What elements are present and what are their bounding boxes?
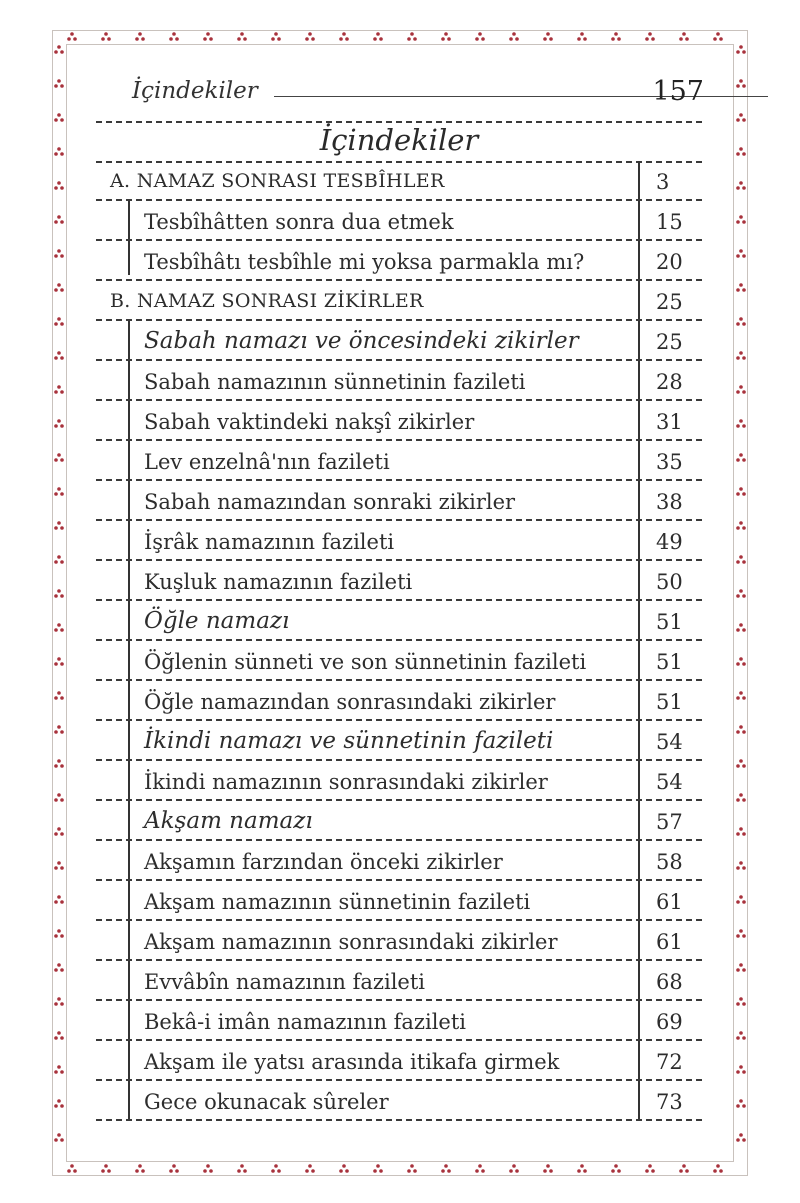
toc-entry bbox=[96, 801, 702, 841]
toc-entry-title: Akşamın farzından önceki zikirler bbox=[144, 850, 503, 874]
ornament-dot-cluster bbox=[237, 1164, 247, 1173]
ornament-dot-cluster bbox=[339, 32, 349, 41]
toc-title: İçindekiler bbox=[319, 123, 479, 157]
ornament-dot-cluster bbox=[54, 1031, 64, 1040]
ornament-dot-cluster bbox=[54, 521, 64, 530]
ornament-dot-cluster bbox=[237, 32, 247, 41]
ornament-dot-cluster bbox=[736, 589, 746, 598]
ornament-dot-cluster bbox=[305, 32, 315, 41]
table-of-contents bbox=[96, 121, 702, 1121]
ornament-dot-cluster bbox=[736, 181, 746, 190]
toc-entry-title: Tesbîhâtten sonra dua etmek bbox=[144, 210, 454, 234]
ornament-dot-cluster bbox=[54, 215, 64, 224]
ornament-dot-cluster bbox=[169, 1164, 179, 1173]
toc-entry-page: 25 bbox=[656, 290, 683, 314]
ornament-dot-cluster bbox=[54, 997, 64, 1006]
toc-entry-page: 57 bbox=[656, 810, 683, 834]
toc-entry-title: Akşam namazının sonrasındaki zikirler bbox=[144, 930, 558, 954]
ornament-dot-cluster bbox=[736, 691, 746, 700]
ornament-dot-cluster bbox=[736, 997, 746, 1006]
ornament-dot-cluster bbox=[54, 963, 64, 972]
toc-entry-page: 54 bbox=[656, 730, 683, 754]
toc-entry bbox=[96, 721, 702, 761]
ornament-dot-cluster bbox=[54, 419, 64, 428]
ornament-dot-cluster bbox=[736, 419, 746, 428]
toc-entry-page: 54 bbox=[656, 770, 683, 794]
toc-entry-page: 50 bbox=[656, 570, 683, 594]
ornament-dot-cluster bbox=[54, 1065, 64, 1074]
toc-entry-page: 51 bbox=[656, 650, 683, 674]
toc-entry bbox=[96, 161, 702, 201]
toc-entry-page: 15 bbox=[656, 210, 683, 234]
toc-entry-page: 35 bbox=[656, 450, 683, 474]
ornament-dot-cluster bbox=[736, 1133, 746, 1142]
toc-entry bbox=[96, 881, 702, 921]
ornament-dot-cluster bbox=[736, 45, 746, 54]
toc-entry-title: B. NAMAZ SONRASI ZİKİRLER bbox=[110, 290, 424, 312]
ornament-dot-cluster bbox=[543, 1164, 553, 1173]
toc-entry-title: İşrâk namazının fazileti bbox=[144, 530, 395, 554]
ornament-dot-cluster bbox=[54, 759, 64, 768]
ornament-dot-cluster bbox=[271, 1164, 281, 1173]
ornament-dot-cluster bbox=[736, 249, 746, 258]
toc-entry bbox=[96, 561, 702, 601]
ornament-dot-cluster bbox=[736, 283, 746, 292]
toc-entry bbox=[96, 321, 702, 361]
ornament-dot-cluster bbox=[54, 317, 64, 326]
toc-entry-page: 49 bbox=[656, 530, 683, 554]
toc-entry-page: 28 bbox=[656, 370, 683, 394]
ornament-dot-cluster bbox=[736, 113, 746, 122]
toc-entry-title: Kuşluk namazının fazileti bbox=[144, 570, 413, 594]
toc-entry-page: 38 bbox=[656, 490, 683, 514]
toc-entry bbox=[96, 481, 702, 521]
toc-entry bbox=[96, 761, 702, 801]
toc-entry-page: 3 bbox=[656, 170, 670, 194]
running-header bbox=[132, 74, 704, 114]
ornament-dot-cluster bbox=[54, 895, 64, 904]
ornament-dot-cluster bbox=[407, 1164, 417, 1173]
toc-entry bbox=[96, 961, 702, 1001]
toc-entry-title: Öğle namazı bbox=[144, 608, 290, 634]
ornament-dot-cluster bbox=[54, 147, 64, 156]
ornament-dot-cluster bbox=[736, 759, 746, 768]
ornament-dot-cluster bbox=[54, 1099, 64, 1108]
ornament-dot-cluster bbox=[736, 929, 746, 938]
ornament-dot-cluster bbox=[679, 32, 689, 41]
toc-entry-title: Akşam namazının sünnetinin fazileti bbox=[144, 890, 531, 914]
ornament-dot-cluster bbox=[736, 1031, 746, 1040]
ornament-dot-cluster bbox=[54, 487, 64, 496]
ornament-dot-cluster bbox=[169, 32, 179, 41]
ornament-dot-cluster bbox=[736, 1099, 746, 1108]
ornament-dot-cluster bbox=[101, 1164, 111, 1173]
toc-entry-title: Sabah namazının sünnetinin fazileti bbox=[144, 370, 526, 394]
ornament-dot-cluster bbox=[736, 657, 746, 666]
ornament-dot-cluster bbox=[736, 351, 746, 360]
ornament-dot-cluster bbox=[736, 317, 746, 326]
toc-entry-title: Sabah vaktindeki nakşî zikirler bbox=[144, 410, 475, 434]
toc-entry bbox=[96, 281, 702, 321]
toc-entry-title: Gece okunacak sûreler bbox=[144, 1090, 389, 1114]
ornament-dot-cluster bbox=[611, 32, 621, 41]
ornament-dot-cluster bbox=[54, 623, 64, 632]
toc-entry bbox=[96, 521, 702, 561]
toc-entry-page: 61 bbox=[656, 930, 683, 954]
ornament-dot-cluster bbox=[373, 32, 383, 41]
ornament-dot-cluster bbox=[611, 1164, 621, 1173]
ornament-dot-cluster bbox=[577, 32, 587, 41]
ornament-dot-cluster bbox=[271, 32, 281, 41]
ornament-dot-cluster bbox=[54, 283, 64, 292]
ornament-dot-cluster bbox=[54, 181, 64, 190]
ornament-dot-cluster bbox=[54, 1133, 64, 1142]
ornament-dot-cluster bbox=[713, 32, 723, 41]
ornament-dot-cluster bbox=[645, 32, 655, 41]
toc-entry bbox=[96, 241, 702, 281]
toc-entry-title: İkindi namazının sonrasındaki zikirler bbox=[144, 770, 548, 794]
ornament-dot-cluster bbox=[736, 895, 746, 904]
ornament-dot-cluster bbox=[475, 1164, 485, 1173]
toc-entry-page: 25 bbox=[656, 330, 683, 354]
ornament-dot-cluster bbox=[135, 32, 145, 41]
ornament-dot-cluster bbox=[407, 32, 417, 41]
ornament-dot-cluster bbox=[577, 1164, 587, 1173]
toc-entry-title: Öğlenin sünneti ve son sünnetinin fazileti bbox=[144, 650, 587, 674]
ornament-dot-cluster bbox=[54, 351, 64, 360]
toc-entry-page: 72 bbox=[656, 1050, 683, 1074]
ornament-dot-cluster bbox=[736, 623, 746, 632]
ornament-dot-cluster bbox=[101, 32, 111, 41]
toc-entry-title: Evvâbîn namazının fazileti bbox=[144, 970, 426, 994]
ornament-dot-cluster bbox=[54, 929, 64, 938]
ornament-dot-cluster bbox=[54, 725, 64, 734]
toc-entry-page: 20 bbox=[656, 250, 683, 274]
ornament-dot-cluster bbox=[54, 249, 64, 258]
toc-entry-page: 58 bbox=[656, 850, 683, 874]
ornament-dot-cluster bbox=[54, 793, 64, 802]
toc-entry-page: 31 bbox=[656, 410, 683, 434]
toc-entry-title: Sabah namazından sonraki zikirler bbox=[144, 490, 516, 514]
ornament-dot-cluster bbox=[736, 215, 746, 224]
toc-entry bbox=[96, 1081, 702, 1121]
ornament-dot-cluster bbox=[67, 1164, 77, 1173]
toc-entry-page: 51 bbox=[656, 610, 683, 634]
ornament-dot-cluster bbox=[54, 555, 64, 564]
ornament-dot-cluster bbox=[543, 32, 553, 41]
ornament-dot-cluster bbox=[736, 487, 746, 496]
toc-entry bbox=[96, 201, 702, 241]
ornament-dot-cluster bbox=[54, 861, 64, 870]
ornament-dot-cluster bbox=[54, 827, 64, 836]
ornament-dot-cluster bbox=[54, 453, 64, 462]
ornament-dot-cluster bbox=[736, 963, 746, 972]
ornament-dot-cluster bbox=[736, 1065, 746, 1074]
ornament-dot-cluster bbox=[135, 1164, 145, 1173]
toc-entry-page: 51 bbox=[656, 690, 683, 714]
ornament-dot-cluster bbox=[54, 589, 64, 598]
toc-entry-title: Akşam ile yatsı arasında itikafa girmek bbox=[144, 1050, 560, 1074]
ornament-dot-cluster bbox=[736, 453, 746, 462]
toc-entry bbox=[96, 361, 702, 401]
ornament-dot-cluster bbox=[67, 32, 77, 41]
ornament-dot-cluster bbox=[713, 1164, 723, 1173]
toc-entry bbox=[96, 401, 702, 441]
ornament-dot-cluster bbox=[736, 385, 746, 394]
toc-entry bbox=[96, 1001, 702, 1041]
ornament-dot-cluster bbox=[54, 657, 64, 666]
ornament-dot-cluster bbox=[736, 147, 746, 156]
ornament-dot-cluster bbox=[645, 1164, 655, 1173]
ornament-dot-cluster bbox=[736, 555, 746, 564]
toc-entry-page: 73 bbox=[656, 1090, 683, 1114]
ornament-dot-cluster bbox=[54, 385, 64, 394]
toc-entry bbox=[96, 841, 702, 881]
toc-entry-title: Lev enzelnâ'nın fazileti bbox=[144, 450, 390, 474]
toc-entry-title: Bekâ-i imân namazının fazileti bbox=[144, 1010, 467, 1034]
ornament-dot-cluster bbox=[736, 793, 746, 802]
toc-row-rule bbox=[96, 1119, 702, 1121]
toc-entry-title: Öğle namazından sonrasındaki zikirler bbox=[144, 690, 556, 714]
toc-entry bbox=[96, 441, 702, 481]
ornament-dot-cluster bbox=[203, 1164, 213, 1173]
ornament-dot-cluster bbox=[441, 1164, 451, 1173]
ornament-dot-cluster bbox=[736, 521, 746, 530]
ornament-dot-cluster bbox=[509, 32, 519, 41]
ornament-dot-cluster bbox=[679, 1164, 689, 1173]
toc-entry-page: 69 bbox=[656, 1010, 683, 1034]
toc-entry bbox=[96, 921, 702, 961]
ornament-dot-cluster bbox=[54, 79, 64, 88]
ornament-dot-cluster bbox=[203, 32, 213, 41]
toc-entry bbox=[96, 681, 702, 721]
ornament-dot-cluster bbox=[54, 691, 64, 700]
ornament-dot-cluster bbox=[509, 1164, 519, 1173]
toc-entry-title: İkindi namazı ve sünnetinin fazileti bbox=[144, 728, 554, 754]
toc-entry-title: Sabah namazı ve öncesindeki zikirler bbox=[144, 328, 579, 354]
ornament-dot-cluster bbox=[441, 32, 451, 41]
ornament-dot-cluster bbox=[475, 32, 485, 41]
page-number: 157 bbox=[652, 76, 704, 107]
ornament-dot-cluster bbox=[54, 45, 64, 54]
toc-entry-title: Tesbîhâtı tesbîhle mi yoksa parmakla mı? bbox=[144, 250, 585, 274]
running-header-title: İçindekiler bbox=[132, 78, 258, 104]
ornament-dot-cluster bbox=[305, 1164, 315, 1173]
ornament-dot-cluster bbox=[373, 1164, 383, 1173]
toc-entry bbox=[96, 601, 702, 641]
toc-entry-page: 61 bbox=[656, 890, 683, 914]
ornament-dot-cluster bbox=[736, 827, 746, 836]
toc-entry bbox=[96, 1041, 702, 1081]
ornament-dot-cluster bbox=[54, 113, 64, 122]
toc-entry-title: Akşam namazı bbox=[144, 808, 313, 834]
toc-entry bbox=[96, 641, 702, 681]
toc-entry-title: A. NAMAZ SONRASI TESBÎHLER bbox=[110, 170, 445, 192]
toc-entry-page: 68 bbox=[656, 970, 683, 994]
ornament-dot-cluster bbox=[736, 79, 746, 88]
ornament-dot-cluster bbox=[339, 1164, 349, 1173]
ornament-dot-cluster bbox=[736, 725, 746, 734]
ornament-dot-cluster bbox=[736, 861, 746, 870]
